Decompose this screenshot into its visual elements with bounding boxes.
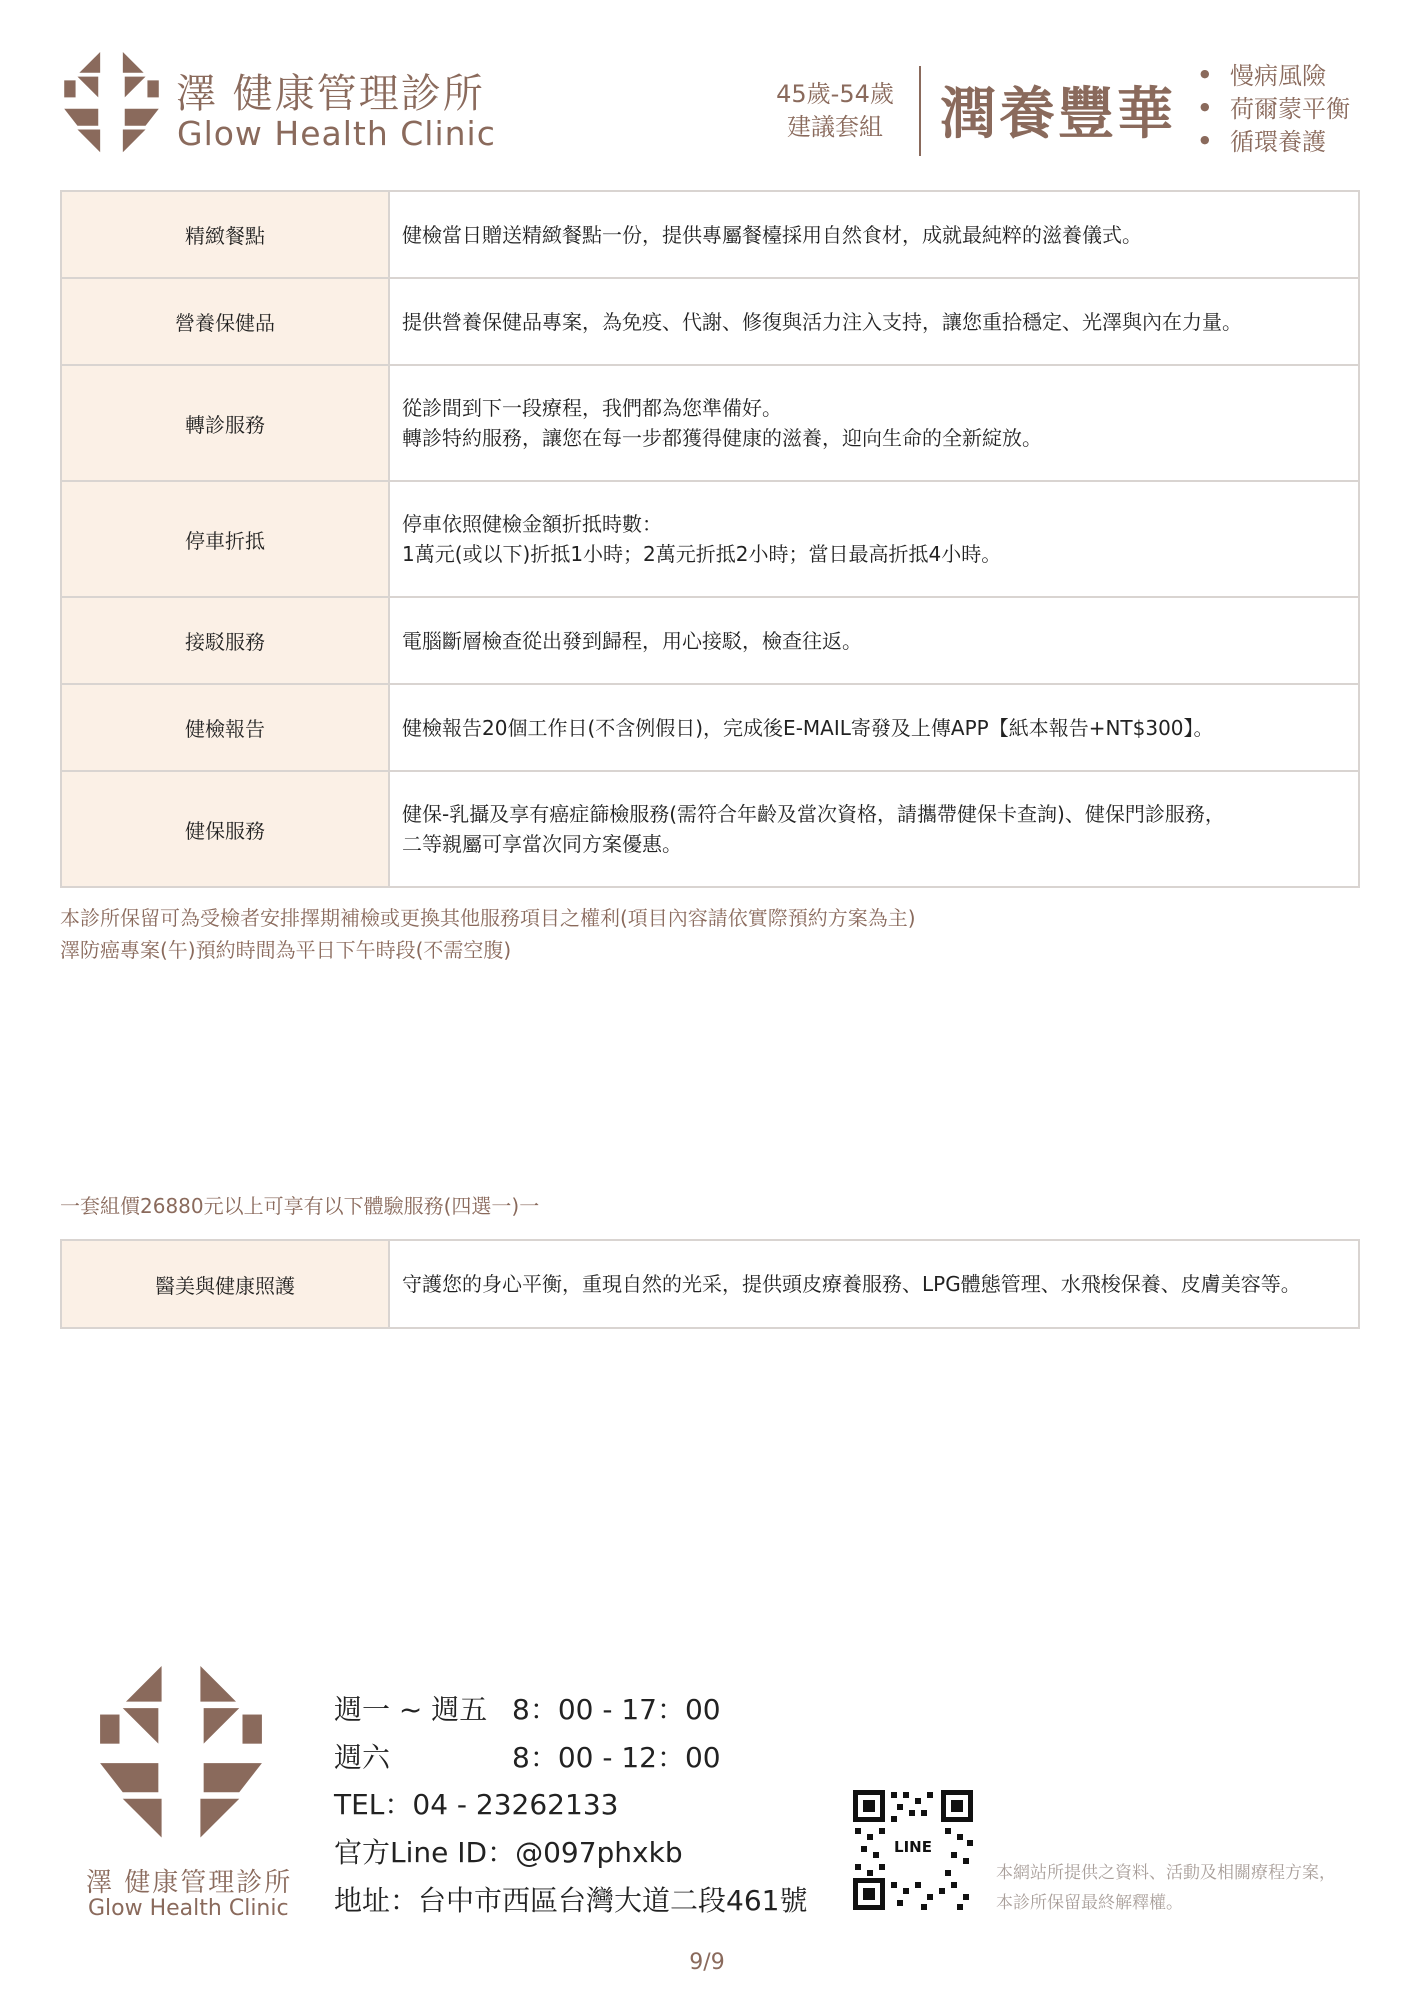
highlight-item: ● 慢病風險 [1200, 60, 1350, 93]
hours-time: 8：00 - 12：00 [512, 1741, 721, 1774]
offer-table [60, 1239, 1360, 1329]
package-title: 潤養豐華 [940, 82, 1176, 147]
footnote: 澤防癌專案(午)預約時間為平日下午時段(不需空腹) [60, 938, 512, 962]
highlight-item: ● 荷爾蒙平衡 [1200, 93, 1350, 126]
line-id: 官方Line ID：@097phxkb [334, 1836, 683, 1869]
footer-clinic-name-en: Glow Health Clinic [88, 1896, 289, 1921]
service-label: 停車折抵 [61, 481, 389, 597]
offer-description: 守護您的身心平衡，重現自然的光采，提供頭皮療養服務、LPG體態管理、水飛梭保養、皮膚美容等。 [389, 1240, 1359, 1328]
service-label: 精緻餐點 [61, 191, 389, 278]
table-row [61, 481, 1359, 597]
clinic-name-zh: 澤 健康管理診所 [176, 71, 485, 117]
hours-weekday [334, 1688, 721, 1728]
table-row [61, 771, 1359, 887]
table-row [61, 597, 1359, 684]
clinic-logo-icon [100, 1666, 262, 1844]
service-label: 健檢報告 [61, 684, 389, 771]
table-row [61, 365, 1359, 481]
service-description: 電腦斷層檢查從出發到歸程，用心接駁，檢查往返。 [389, 597, 1359, 684]
table-row [61, 684, 1359, 771]
hours-time: 8：00 - 17：00 [512, 1693, 721, 1726]
service-description: 健檢報告20個工作日(不含例假日)，完成後E-MAIL寄發及上傳APP【紙本報告+NT$300】。 [389, 684, 1359, 771]
qr-line-label: LINE [894, 1838, 932, 1856]
service-label: 轉診服務 [61, 365, 389, 481]
service-description: 健檢當日贈送精緻餐點一份，提供專屬餐檯採用自然食材，成就最純粹的滋養儀式。 [389, 191, 1359, 278]
service-label: 營養保健品 [61, 278, 389, 365]
header-divider [919, 66, 921, 156]
footnote: 本診所保留可為受檢者安排擇期補檢或更換其他服務項目之權利(項目內容請依實際預約方案為主) [60, 906, 916, 930]
service-description: 提供營養保健品專案，為免疫、代謝、修復與活力注入支持，讓您重拾穩定、光澤與內在力量。 [389, 278, 1359, 365]
offer-label: 醫美與健康照護 [61, 1240, 389, 1328]
service-description: 從診間到下一段療程，我們都為您準備好。 轉診特約服務，讓您在每一步都獲得健康的滋養，迎向生命的全新綻放。 [389, 365, 1359, 481]
page-number: 9/9 [689, 1950, 725, 1975]
disclaimer: 本網站所提供之資料、活動及相關療程方案， 本診所保留最終解釋權。 [996, 1863, 1336, 1913]
package-age-block [770, 78, 900, 144]
table-row [61, 1240, 1359, 1328]
hours-day: 週一 ~ 週五 [334, 1693, 488, 1726]
service-description: 健保-乳攝及享有癌症篩檢服務(需符合年齡及當次資格，請攜帶健保卡查詢)、健保門診服務， 二等親屬可享當次同方案優惠。 [389, 771, 1359, 887]
services-table [60, 190, 1360, 888]
hours-day: 週六 [334, 1741, 391, 1774]
clinic-name-en: Glow Health Clinic [177, 114, 496, 153]
package-age-range: 45歲-54歲 [776, 80, 894, 108]
package-highlights [1200, 60, 1350, 159]
service-description: 停車依照健檢金額折抵時數： 1萬元(或以下)折抵1小時；2萬元折抵2小時；當日最高折抵4小時。 [389, 481, 1359, 597]
table-row [61, 191, 1359, 278]
offer-heading: 一套組價26880元以上可享有以下體驗服務(四選一)一 [60, 1194, 540, 1218]
hours-saturday [334, 1736, 721, 1776]
table-row [61, 278, 1359, 365]
service-label: 接駁服務 [61, 597, 389, 684]
highlight-item: ● 循環養護 [1200, 126, 1350, 159]
package-kind: 建議套組 [787, 113, 883, 141]
address: 地址：台中市西區台灣大道二段461號 [334, 1884, 808, 1917]
phone-number: TEL：04 - 23262133 [334, 1788, 619, 1821]
service-label: 健保服務 [61, 771, 389, 887]
clinic-logo-icon [64, 52, 159, 156]
footer-clinic-name-zh: 澤 健康管理診所 [86, 1868, 293, 1898]
